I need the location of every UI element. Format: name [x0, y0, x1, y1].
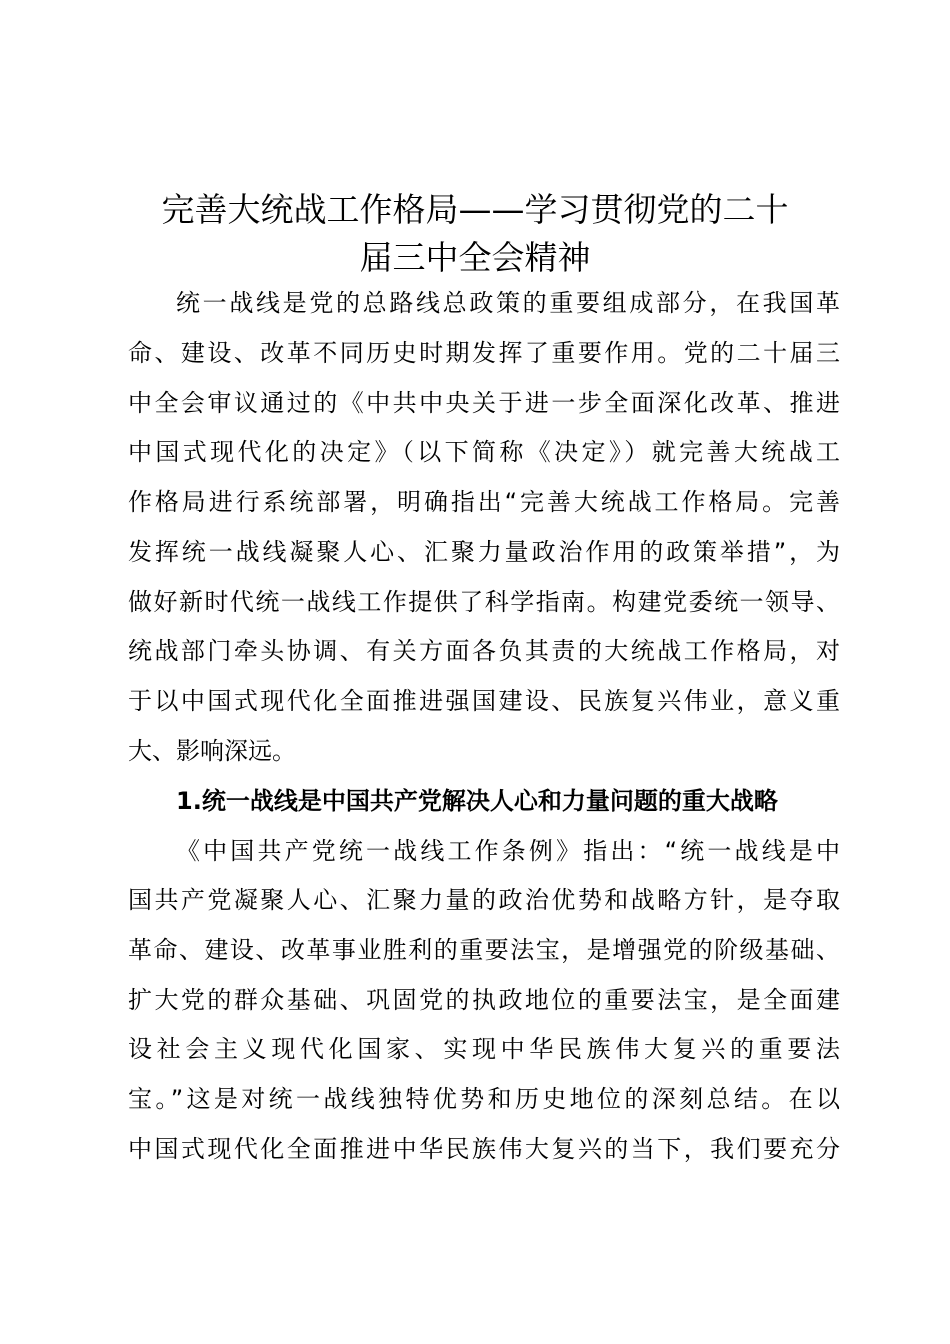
- paragraph-line: 发挥统一战线凝聚人心、汇聚力量政治作用的政策举措”，为: [128, 538, 840, 566]
- document-title-line-1: 完善大统战工作格局——学习贯彻党的二十: [161, 190, 789, 229]
- paragraph-line: 宝。”这是对统一战线独特优势和历史地位的深刻总结。在以: [128, 1085, 840, 1113]
- paragraph-line: 于以中国式现代化全面推进强国建设、民族复兴伟业，意义重: [128, 687, 840, 715]
- paragraph-line: 国共产党凝聚人心、汇聚力量的政治优势和战略方针，是夺取: [128, 886, 840, 914]
- paragraph-line: 作格局进行系统部署，明确指出“完善大统战工作格局。完善: [128, 488, 840, 516]
- paragraph-line: 扩大党的群众基础、巩固党的执政地位的重要法宝，是全面建: [128, 986, 840, 1014]
- paragraph-line: 统一战线是党的总路线总政策的重要组成部分，在我国革: [176, 289, 840, 317]
- paragraph-line: 统战部门牵头协调、有关方面各负其责的大统战工作格局，对: [128, 637, 840, 665]
- paragraph-line: 做好新时代统一战线工作提供了科学指南。构建党委统一领导、: [128, 588, 840, 616]
- section-heading: 1.统一战线是中国共产党解决人心和力量问题的重大战略: [176, 787, 778, 815]
- paragraph-line: 中国式现代化全面推进中华民族伟大复兴的当下，我们要充分: [128, 1135, 840, 1163]
- paragraph-line: 设社会主义现代化国家、实现中华民族伟大复兴的重要法: [128, 1035, 840, 1063]
- paragraph-line: 革命、建设、改革事业胜利的重要法宝，是增强党的阶级基础、: [128, 936, 840, 964]
- paragraph-line: 大、影响深远。: [128, 737, 296, 765]
- paragraph-line: 《中国共产党统一战线工作条例》指出：“统一战线是中: [176, 837, 840, 865]
- paragraph-line: 命、建设、改革不同历史时期发挥了重要作用。党的二十届三: [128, 339, 840, 367]
- paragraph-line: 中全会审议通过的《中共中央关于进一步全面深化改革、推进: [128, 389, 840, 417]
- paragraph-line: 中国式现代化的决定》（以下简称《决定》）就完善大统战工: [128, 438, 840, 466]
- document-title-line-2: 届三中全会精神: [359, 238, 591, 277]
